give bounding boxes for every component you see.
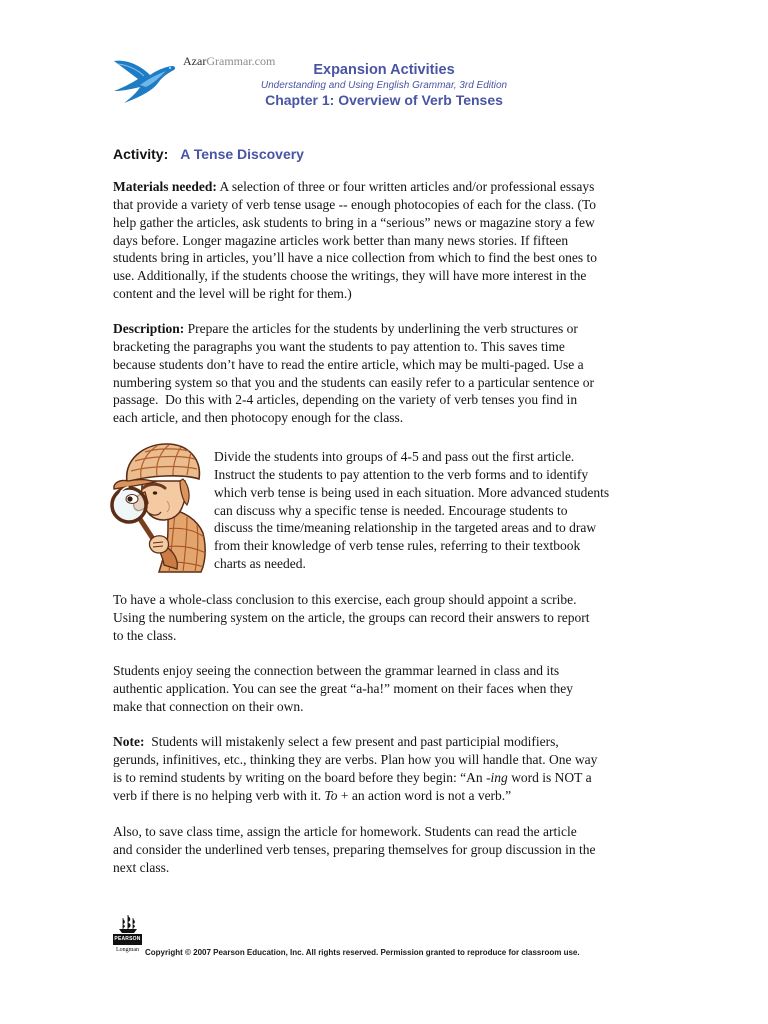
pearson-ship-icon	[117, 914, 139, 934]
description-label: Description:	[113, 321, 185, 336]
text-line: gerunds, infinitives, etc., thinking they are verbs. Plan how you will handle that. One way	[113, 751, 598, 767]
text-line: Instruct the students to pay attention to the verb forms and to identify	[214, 466, 589, 482]
text-line: charts as needed.	[214, 556, 306, 572]
text-line: make that connection on their own.	[113, 698, 304, 714]
text-segment: word is NOT a	[507, 769, 592, 785]
deerstalker-hat	[114, 444, 199, 489]
text-line: bracketing the paragraphs you want the students to pay attention to. This saves time	[113, 338, 565, 354]
connection-paragraph	[113, 662, 573, 716]
brand-primary: Azar	[183, 54, 207, 68]
text-line: numbering system so that you and the students can easily refer to a particular sentence or	[113, 374, 594, 390]
text-line: Also, to save class time, assign the article for homework. Students can read the article	[113, 824, 577, 839]
text-line-content: Students will mistakenly select a few present and past participial modifiers,	[151, 734, 559, 749]
text-line-content: A selection of three or four written articles and/or professional essays	[219, 179, 595, 194]
text-line	[113, 769, 597, 787]
text-segment: is to remind students by writing on the board before they begin: “An	[113, 769, 487, 785]
description-paragraph	[113, 320, 594, 427]
publisher-imprint: Longman	[116, 947, 139, 953]
brand-secondary: Grammar.com	[206, 54, 276, 68]
text-line: To have a whole-class conclusion to this exercise, each group should appoint a scribe.	[113, 592, 577, 607]
italic-term: -ing	[486, 769, 508, 785]
text-line: students bring in articles, you’ll have a nice collection from which to find the best ones to	[113, 250, 598, 266]
text-line: to the class.	[113, 627, 177, 643]
text-line: Divide the students into groups of 4-5 and pass out the first article.	[214, 449, 575, 464]
text-line: Students enjoy seeing the connection between the grammar learned in class and its	[113, 663, 560, 678]
text-line: next class.	[113, 859, 170, 875]
homework-paragraph	[113, 823, 596, 877]
note-paragraph	[113, 733, 597, 804]
text-line: because students don’t have to read the entire article, which may be multi-paged. Use a	[113, 356, 584, 372]
activity-name: A Tense Discovery	[180, 146, 304, 162]
text-line: which verb tense is being used in each situation. More advanced students	[214, 484, 610, 500]
chapter-title: Chapter 1: Overview of Verb Tenses	[265, 92, 503, 108]
text-segment: + an action word is not a verb.”	[337, 787, 512, 803]
text-line: and consider the underlined verb tenses, preparing themselves for group discussion in the	[113, 841, 596, 857]
activity-heading	[113, 145, 304, 163]
materials-label: Materials needed:	[113, 179, 217, 194]
text-line: Using the numbering system on the article, the groups can record their answers to report	[113, 609, 590, 625]
publisher-logo-name: PEARSON	[113, 934, 142, 945]
text-line: content and the level will be right for them.)	[113, 286, 352, 302]
materials-paragraph	[113, 178, 597, 303]
copyright-notice: Copyright © 2007 Pearson Education, Inc. All rights reserved. Permission granted to reproduce for classroom use.	[145, 948, 580, 957]
text-line-content: Prepare the articles for the students by underlining the verb structures or	[187, 321, 578, 336]
text-line: passage. Do this with 2-4 articles, depending on the variety of verb tenses you find in	[113, 392, 578, 408]
text-line	[113, 320, 594, 338]
text-line: from their knowledge of verb tense rules, referring to their textbook	[214, 538, 581, 554]
conclusion-paragraph	[113, 591, 590, 645]
activity-label: Activity:	[113, 146, 169, 162]
text-line: that provide a variety of verb tense usage -- enough photocopies of each for the class. (To	[113, 196, 597, 212]
note-label: Note:	[113, 734, 145, 749]
book-subtitle: Understanding and Using English Grammar, 3rd Edition	[260, 80, 508, 91]
text-line	[113, 787, 597, 805]
detective-illustration	[107, 441, 207, 573]
text-line: authentic application. You can see the great “a-ha!” moment on their faces when they	[113, 680, 573, 696]
text-line: can discuss why a specific tense is needed. Encourage students to	[214, 502, 568, 518]
text-line	[113, 733, 597, 751]
text-line: use. Additionally, if the students choose the writings, they will have more interest in the	[113, 268, 587, 284]
italic-term: To	[324, 787, 338, 803]
text-line: discuss the time/meaning relationship in the targeted areas and to draw	[214, 520, 597, 536]
group-work-paragraph	[214, 448, 609, 573]
text-line: help gather the articles, ask students to bring in a “serious” news or magazine story a few	[113, 214, 595, 230]
page-title: Expansion Activities	[313, 62, 455, 78]
text-line	[113, 178, 597, 196]
text-line: each article, and then photocopy enough for the class.	[113, 410, 404, 426]
text-segment: verb if there is no helping verb with it.	[113, 787, 325, 803]
text-line: days before. Longer magazine articles work better than many news stories. If fifteen	[113, 232, 569, 248]
